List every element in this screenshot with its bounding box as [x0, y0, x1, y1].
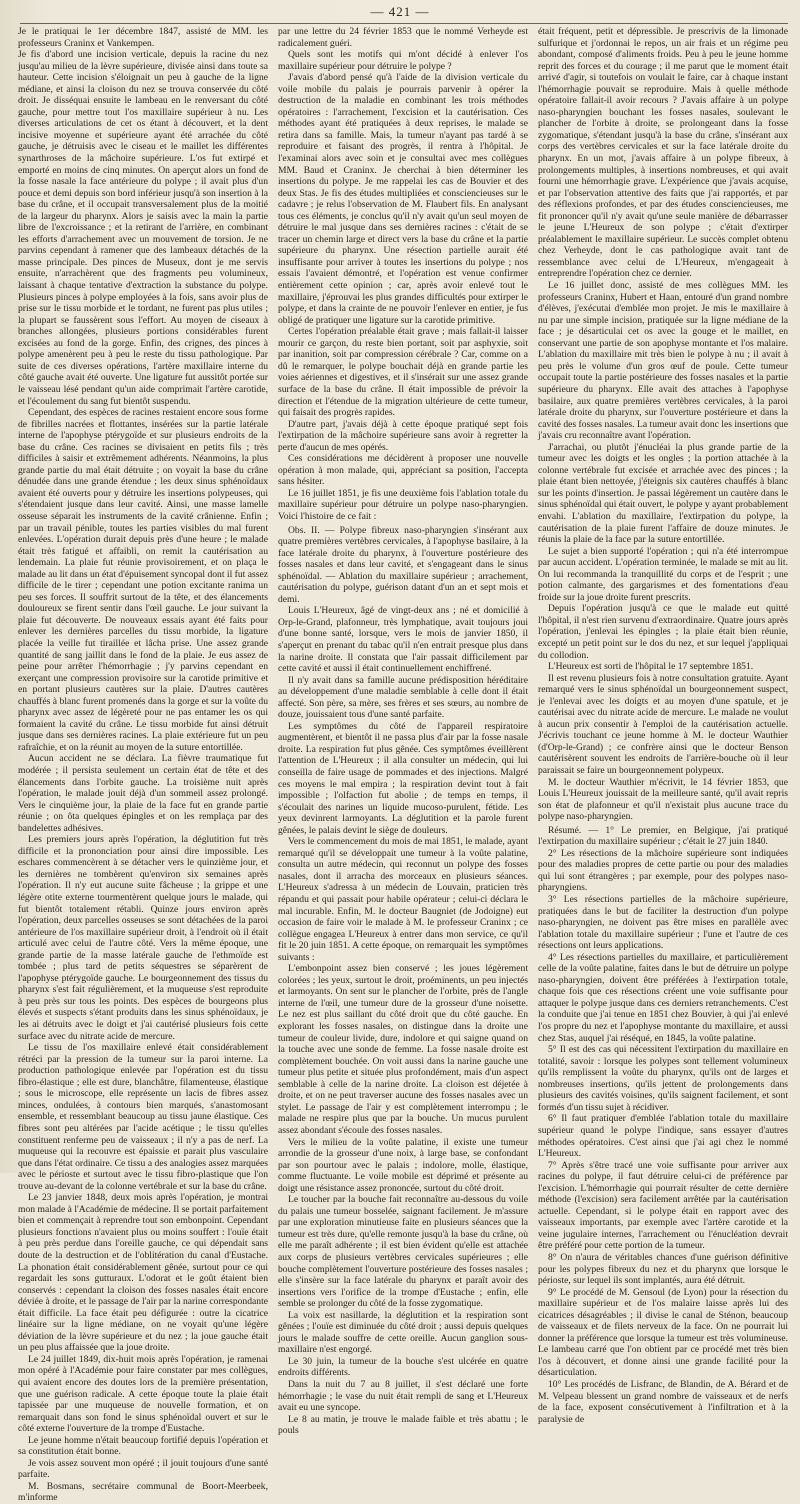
- paragraph: 4° Les résections partielles du maxillaire, et particulièrement celle de la voûte palatine, faites dans le but de détruire un polype naso-pharyngien, doivent être préférées à l'extirpation totale, chaque fois que ces résections créent une voie suffisante pour attaquer le polype jusque dans ces derniers retranchements. C'est la conduite que j'ai tenue en 1851 chez Bouvier, à qui j'ai enlevé l'os propre du nez et l'apophyse montante du maxillaire, et aussi chez Stas, auquel j'ai réséqué, en 1845, la voûte palatine.: [538, 951, 788, 1044]
- observation-heading: Obs. II. — Polype fibreux naso-pharyngien s'insérant aux quatre premières vertèbres cervicales, à l'apophyse basilaire, à la face latérale droite du pharynx, à l'ouverture postérieure des fosses nasales et dans leur cavité, et s'engageant dans le sinus sphénoïdal. — Ablation du maxillaire supérieur ; arrachement, cautérisation du polype, guérison datant d'un an et sept mois et demi.: [278, 524, 528, 605]
- paragraph: Le 24 juillet 1849, dix-huit mois après l'opération, je ramenai mon opéré à l'Académie pour faire constater par mes collègues, qui avaient encore des doutes lors de la première présentation, que une guérison radicale. A cette époque toute la plaie était tapissée par une muqueuse de nouvelle formation, et on remarquait dans son fond le sinus sphénoïdal ouvert et sur le côté externe l'ouverture de la trompe d'Eustache.: [18, 1353, 268, 1435]
- paragraph: Le 16 juillet 1851, je fis une deuxième fois l'ablation totale du maxillaire supérieur pour détruire un polype naso-pharyngien. Voici l'histoire de ce fait :: [278, 487, 528, 522]
- paragraph: Je le pratiquai le 1er décembre 1847, assisté de MM. les professeurs Craninx et Vankempen.: [18, 26, 268, 49]
- header-rule: [20, 23, 788, 24]
- paragraph: Le 23 janvier 1848, deux mois après l'opération, je montrai mon malade à l'Académie de médecine. Il se portait parfaitement bien et commençait à reprendre tout son embonpoint. Cependant plusieurs fonctions n'avaient plus ou moins souffert : l'ouïe était à peu près perdue dans l'oreille gauche, ce qui dépendait sans doute de la destruction et de l'oblitération du canal d'Eustache. La phonation était considérablement gênée, surtout pour ce qui regardait les sons gutturaux. L'odorat et le goût étaient bien conservés : cependant la cloison des fosses nasales était encore déviée à droite, et le passage de l'air par la narine correspondante était difficile. La face était peu défigurée : outre la cicatrice linéaire sur la ligne médiane, on ne voyait qu'une légère déviation de la lèvre supérieure et du nez ; la joue gauche était un peu plus affaissée que la joue droite.: [18, 1192, 268, 1354]
- paragraph: Le sujet a bien supporté l'opération ; qui n'a été interrompue par aucun accident. L'opération terminée, le malade se mit au lit. On lui recommanda la tranquillité du corps et de l'esprit ; une potion calmante, des gargarismes et des fomentations d'eau froide sur la joue droite furent prescrits.: [538, 545, 788, 603]
- text-column-middle: [278, 26, 528, 1437]
- paragraph: 9° Le procédé de M. Gensoul (de Lyon) pour la résection du maxillaire supérieur et de l'os malaire laisse après lui des cicatrices désagréables ; il divise le canal de Sténon, beaucoup de vaisseaux et de filets nerveux de la face. On ne pourrait lui donner la préférence que lorsque la tumeur est très volumineuse. Le lambeau carré que l'on obtient par ce procédé met très bien l'os à découvert, et donne ainsi une grande facilité pour la désarticulation.: [538, 1286, 788, 1379]
- paragraph: Vers le milieu de la voûte palatine, il existe une tumeur arrondie de la grosseur d'une noix, à large base, se confondant par son pourtour avec le palais ; indolore, molle, élastique, comme fluctuante. Le voile mobile est déprimé et présente au doigt une résistance assez prononcée, surtout du côté droit.: [278, 1136, 528, 1194]
- paragraph: Je vois assez souvent mon opéré ; il jouit toujours d'une santé parfaite.: [18, 1457, 268, 1481]
- paragraph: Le jeune homme n'était beaucoup fortifié depuis l'opération et sa constitution était bonne.: [18, 1434, 268, 1458]
- paragraph: Dans la nuit du 7 au 8 juillet, il s'est déclaré une forte hémorrhagie ; le vase du nuit était rempli de sang et L'Heureux avait eu une syncope.: [278, 1378, 528, 1414]
- text-column-right: [538, 26, 788, 1425]
- paragraph: 5° Il est des cas qui nécessitent l'extirpation du maxillaire en totalité, savoir : lorsque les polypes sont tellement volumineux qu'ils remplissent la voûte du pharynx, qu'ils ont de larges et nombreuses insertions, qu'ils jettent de prolongements dans plusieurs des cavités voisines, qu'ils saignent facilement, et sont formés d'un tissu sujet à récidiver.: [538, 1044, 788, 1113]
- paragraph: D'autre part, j'avais déjà à cette époque pratiqué sept fois l'extirpation de la mâchoire supérieure sans avoir à regretter la perte d'aucun de mes opérés.: [278, 418, 528, 453]
- paragraph: par une lettre du 24 février 1853 que le nommé Verheyde est radicalement guéri.: [278, 26, 528, 49]
- paragraph: 7° Après s'être tracé une voie suffisante pour arriver aux racines du polype, il faut détruire celui-ci de préférence par l'excision. L'hémorrhagie qui pourrait résulter de cette dernière méthode (l'excision) sera facilement arrêtée par la cautérisation actuelle. Cependant, si le polype était en rapport avec des vaisseaux importants, par exemple avec l'artère carotide et la veine jugulaire internes, l'arrachement ou l'énucléation devrait être préféré pour cette portion de la tumeur.: [538, 1159, 788, 1252]
- paragraph: Depuis l'opération jusqu'à ce que le malade eut quitté l'hôpital, il n'est rien survenu d'extraordinaire. Quatre jours après l'opération, j'enlevai les épingles ; la plaie était bien réunie, excepté un petit point sur le dos du nez, et sur lequel j'appliquai du collodion.: [538, 603, 788, 661]
- paragraph: Aucun accident ne se déclara. La fièvre traumatique fut modérée ; il persista seulement un certain état de tête et des élancements dans l'orbite gauche. La troisième nuit après l'opération, le malade jouit déjà d'un sommeil assez prolongé. Vers le cinquième jour, la plaie de la face fut en grande partie réunie ; on ôta quelques épingles et on les remplaça par des bandelettes adhésives.: [18, 753, 268, 834]
- paragraph: L'embonpoint assez bien conservé ; les joues légèrement colorées ; les yeux, surtout le droit, proéminents, un peu injectés et larmoyants. On sent sur le plancher de l'orbite, près de l'angle interne de l'œil, une tumeur dure de la grosseur d'une noisette. Le nez est plus saillant du côté droit que du côté gauche. En explorant les fosses nasales, on distingue dans la droite une tumeur de couleur livide, dure, indolore et qui saigne quand on la touche avec une sonde de femme. La fosse nasale droite est complètement bouchée. On voit aussi dans la narine gauche une tumeur plus petite et située plus profondément, mais d'un aspect semblable à celle de la narine droite. La cloison est déjetée à droite, et on ne peut traverser aucune des fosses nasales avec un stylet. Le passage de l'air y est complètement interrompu ; le malade ne respire plus que par la bouche. Un mucus purulent assez abondant s'écoule des fosses nasales.: [278, 963, 528, 1136]
- paragraph: Quels sont les motifs qui m'ont décidé à enlever l'os maxillaire supérieur pour détruire le polype ?: [278, 49, 528, 72]
- text-columns: [18, 26, 788, 1504]
- paragraph: Le tissu de l'os maxillaire enlevé était considérablement rétréci par la pression de la tumeur sur la paroi interne. La production pathologique enlevée par l'opération est du tissu fibro-élastique ; elle est dure, blanchâtre, filamenteuse, élastique ; sous le microscope, elle représente un lacis de fibres assez minces, ondulées, à contours bien marqués, s'anastomosant ensemble, et ressemblant beaucoup au tissu jaune élastique. Ces fibres sont peu altérées par l'acide acétique ; le tissu qu'elles constituent renferme peu de vaisseaux ; il n'y a pas de nerf. La muqueuse qui la recouvre est épaissie et parait plus vasculaire que dans l'état ordinaire. Ce tissu a des analogies assez marquées avec le périoste et surtout avec le tissu fibro-plastique que l'on trouve au-devant de la colonne vertébrale et sur la base du crâne.: [18, 1042, 268, 1192]
- paragraph: Ces considérations me décidèrent à proposer une nouvelle opération à mon malade, qui, appréciant sa position, l'accepta sans hésiter.: [278, 453, 528, 488]
- paragraph: Je fis d'abord une incision verticale, depuis la racine du nez jusqu'au milieu de la lèvre supérieure, divisée ainsi dans toute sa hauteur. Cette incision s'éloignait un peu à gauche de la ligne médiane, et ainsi la cloison du nez se trouva conservée du côté droit. Je disséquai ensuite le lambeau en le renversant du côté gauche, pour mettre tout l'os maxillaire supérieur à nu. Les diverses articulations de cet os étant à découvert, et la dent incisive moyenne et supérieure ayant été arrachée du côté gauche, je détruisis avec le ciseau et le maillet les différentes synarthroses de la mâchoire supérieure. L'os fut extirpé et emporté en moins de cinq minutes. On aperçut alors un fond de la fosse nasale la face antérieure du polype ; il avait plus d'un pouce et demi depuis son bord inférieur jusqu'à son insertion à la base du crâne, et il occupait transversalement plus de la moitié de la largeur du pharynx. Alors je saisis avec la main la partie libre de l'excroissance ; et la retirant de l'arrière, en combinant les efforts d'arrachement avec un mouvement de torsion. Je ne parvins cependant à ramener que des lambeaux détachés de la masse principale. Des pinces de Museux, dont je me servis ensuite, n'arrachèrent que des fragments peu volumineux, laissant à chaque tentative d'extraction la substance du polype. Plusieurs pinces à polype employées à la fois, sans avoir plus de prise sur le tissu morbide et le tordant, ne furent pas plus utiles ; la plupart se faussèrent sous l'effort. Au moyen de ciseaux à branches allongées, plusieurs portions considérables furent excisées au fond de la gorge. Enfin, des crignes, des pinces à polype amenèrent peu à peu le reste du tissu pathologique. Par suite de ces diverses opérations, l'artère maxillaire interne du côté gauche avait été ouverte. Une ligature fut aussitôt portée sur le vaisseau lésé pendant qu'un aide comprimait l'artère carotide, et l'écoulement du sang fut bientôt suspendu.: [18, 49, 268, 407]
- paragraph: Cependant, des espèces de racines restaient encore sous forme de fibrilles nacrées et flottantes, insérées sur la partie latérale interne de l'apophyse ptérygoïde et sur plusieurs endroits de la base du crâne. Ces racines se divisaient en petits fils ; très difficiles à saisir et extrêmement adhérents. Néanmoins, la plus grande partie du mal était détruite ; on voyait la base du crâne dénudée dans une grande étendue ; les deux sinus sphénoïdaux avaient été ouverts pour y détruire les insertions polypeuses, qui s'étendaient jusque dans leur cavité. Ainsi, une masse lamelle osseuse séparait les instruments de la cavité crânienne. Enfin ; par un travail pénible, toutes les parties visibles du mal furent enlevées. L'opération durait depuis près d'une heure ; le malade était très fatigué et affaibli, on remit la cautérisation au lendemain. La plaie fut réunie provisoirement, et on plaça le malade au lit dans un état d'épuisement syncopal dont il fut assez difficile de le tirer ; cependant une potion excitante ranima un peu ses forces. Il souffrit surtout de la tête, et des élancements douloureux se firent sentir dans l'œil gauche. Le jour suivant la plaie fut découverte. De nouveaux essais ayant été faits pour enlever les dernières parcelles du tissu morbide, la ligature placée la veille fut tiraillée et lâcha prise. Une assez grande quantité de sang jaillit dans le fond de la plaie. Je eus assez de peine pour arrêter l'hémorrhagie ; j'y parvins cependant en exerçant une compression provisoire sur la carotide primitive et en portant plusieurs cautères sur la plaie. D'autres cautères chauffés à blanc furent promenés dans la gorge et sur la voûte du pharynx avec assez de légèreté pour ne pas entamer les os qui formaient la cavité du crâne. Le tissu morbide fut ainsi détruit jusque dans ses dernières racines. La plaie extérieure fut un peu rafraîchie, et on la réunit au moyen de la suture entortillée.: [18, 407, 268, 753]
- paragraph: Il n'y avait dans sa famille aucune prédisposition héréditaire au développement d'une maladie semblable à celle dont il était affecté. Son père, sa mère, ses frères et ses sœurs, au nombre de douze, jouissaient tous d'une santé parfaite.: [278, 674, 528, 721]
- summary-paragraph: Résumé. — 1° Le premier, en Belgique, j'ai pratiqué l'extirpation du maxillaire supérieur ; c'était le 27 juin 1840.: [538, 824, 788, 848]
- paragraph: était fréquent, petit et dépressible. Je prescrivis de la limonade sulfurique et j'ordonnai le repos, un air frais et un régime peu abondant, composé d'aliments froids. Peu à peu le jeune homme reprit des forces et du courage ; il me parut que le moment était arrivé d'agir, si toutefois on voulait le faire, car à chaque instant l'hémorrhagie pouvait se reproduire. Mais à quelle méthode opératoire fallait-il avoir recours ? J'avais affaire à un polype naso-pharyngien bouchant les fosses nasales, soulevant le plancher de l'orbite à droite, se prolongeant dans la fosse zygomatique, s'étendant jusqu'à la base du crâne, s'insérant aux corps des vertèbres cervicales et sur la face latérale droite du pharynx. En un mot, j'avais affaire à un polype fibreux, à prolongements multiples, à insertions nombreuses, et qui avait fourni une hémorrhagie grave. L'expérience que j'avais acquise, et par l'observation attentive des faits que j'ai rapportés, et par des réflexions profondes, et par des études consciencieuses, me fit prononcer qu'il n'y avait qu'une seule manière de débarrasser le jeune L'Heureux de son polype ; c'était d'extirper préalablement le maxillaire supérieur. Le succès complet obtenu chez Verheyde, dont le cas pathologique avait tant de ressemblance avec celui de L'Heureux, m'engageait à entreprendre l'opération chez ce dernier.: [538, 26, 788, 280]
- paragraph: J'avais d'abord pensé qu'à l'aide de la division verticale du voile mobile du palais je pourrais parvenir à opérer la destruction de la maladie en combinant les trois méthodes opératoires : l'arrachement, l'excision et la cautérisation. Ces méthodes ayant été pratiquées à deux reprises, le malade se retira dans sa famille. Mais, la tumeur n'ayant pas tardé à se reproduire et faisant des progrès, il rentra à l'hôpital. Je l'examinai alors avec soin et je consultai avec mes collègues MM. Baud et Craninx. Je cherchai à bien déterminer les insertions du polype. Je me rappelai les cas de Bouvier et des deux Stas. Je fis des études multipliées et consciencieuses sur le cadavre ; je relus l'observation de M. Flaubert fils. En analysant tous ces éléments, je conclus qu'il n'y avait qu'un seul moyen de détruire le mal jusque dans ses dernières racines : c'était de se tracer un chemin large et direct vers la base du crâne et la partie supérieure du pharynx. Une résection partielle aurait été insuffisante pour arriver à toutes les insertions du polype ; nos essais l'avaient démontré, et l'opération est venue confirmer entièrement cette opinion ; car, après avoir enlevé tout le maxillaire, j'éprouvai les plus grandes difficultés pour extirper le polype, et dans la crainte de ne pouvoir l'enlever en entier, je fus obligé de pratiquer une ligature sur la carotide primitive.: [278, 72, 528, 326]
- text-column-left: [18, 26, 268, 1504]
- paragraph: Les premiers jours après l'opération, la déglutition fut très difficile et la prononciation pour ainsi dire impossible. Les eschares commencèrent à se détacher vers le quinzième jour, et les dernières ne tombèrent qu'environ six semaines après l'opération. Il n'y eut aucune suite fâcheuse ; la grippe et une légère otite externe tourmentèrent quelque jours le malade, qui fut bientôt totalement rétabli. Quinze jours environ après l'opération, deux parcelles osseuses se sont détachées de la paroi antérieure de l'os maxillaire supérieur droit, à l'endroit où il était articulé avec celui de l'autre côté. Vers la même époque, une grande partie de la masse latérale gauche de l'ethmoïde est tombée ; plus tard de petits séquestres se séparèrent de l'apophyse ptérygoïde gauche. Le bourgeonnement des tissus du pharynx s'est fait régulièrement, et la muqueuse s'est reproduite à peu près sur tous les points. Des espèces de bourgeons plus élevés et suspects s'étant produits dans les sinus sphénoïdaux, je les ai détruits avec le doigt et j'ai cautérisé plusieurs fois cette surface avec du nitrate acide de mercure.: [18, 834, 268, 1042]
- paragraph: Il est revenu plusieurs fois à notre consultation gratuite. Ayant remarqué vers le sinus sphénoïdal un bourgeonnement suspect, je l'enlevai avec les doigts et au moyen d'une spatule, et je cautérisai avec du nitrate acide de mercure. Le malade ne voulut à aucun prix consentir à l'emploi de la cautérisation actuelle. J'écrivis touchant ce jeune homme à M. le docteur Wauthier (d'Orp-le-Grand) ; ce confrère ainsi que le docteur Benson cautérisèrent souvent les endroits de l'arrière-bouche où il leur paraissait se faire un bourgeonnement polypeux.: [538, 672, 788, 776]
- paragraph: L'Heureux est sorti de l'hôpital le 17 septembre 1851.: [548, 661, 754, 673]
- paragraph: Certes l'opération préalable était grave ; mais fallait-il laisser mourir ce garçon, du reste bien portant, soit par asphyxie, soit par inanition, soit par compression cérébrale ? Car, comme on a dû le remarquer, le polype bouchait déjà en grande partie les voies aériennes et digestives, et il s'insérait sur une assez grande surface de la base du crâne. Il était impossible de prévoir la direction et l'étendue de la migration ultérieure de cette tumeur, qui faisait des progrès rapides.: [278, 326, 528, 419]
- paragraph: Le 30 juin, la tumeur de la bouche s'est ulcérée en quatre endroits différents.: [278, 1355, 528, 1379]
- paragraph: J'arrachai, ou plutôt j'énucléai la plus grande partie de la tumeur avec les doigts et les ongles ; la portion attachée à la colonne vertébrale fut excisée et arrachée avec des pinces ; la plaie étant bien nettoyée, j'éteignis six cautères chauffés à blanc sur les points d'insertion. Je passai légèrement un cautère dans le sinus sphénoïdal qui était ouvert, le polype y ayant probablement envahi. L'ablation du maxillaire, l'extirpation du polype, la cautérisation de la plaie furent l'affaire de douze minutes. Je réunis la plaie de la face par la suture entortillée.: [538, 441, 788, 546]
- paragraph: Le 8 au matin, je trouve le malade faible et très abattu ; le pouls: [278, 1413, 528, 1437]
- paragraph: 10° Les procédés de Lisfranc, de Blandin, de A. Bérard et de M. Velpeau blessent un grand nombre de vaisseaux et de nerfs de la face, exposent consécutivement à l'infiltration et à la paralysie de: [538, 1378, 788, 1425]
- paragraph: 3° Les résections partielles de la mâchoire supérieure, pratiquées dans le but de faciliter la destruction d'un polype naso-pharyngien, ne doivent pas être mises en parallèle avec l'ablation totale du maxillaire supérieur ; l'une et l'autre de ces résections ont leurs applications.: [538, 894, 788, 952]
- page-number: — 421 —: [370, 4, 430, 19]
- paragraph: Les symptômes du côté de l'appareil respiratoire augmentèrent, et bientôt il ne passa plus d'air par la fosse nasale droite. La respiration fut plus gênée. Ces symptômes éveillèrent l'attention de L'Heureux ; il alla consulter un médecin, qui lui conseilla de faire usage de pommades et des injections. Malgré ces moyens le mal empira ; la respiration devint tout à fait impossible ; l'olfaction fut abolie ; de temps en temps, il s'écoulait des narines un liquide mucoso-purulent, fétide. Les yeux devinrent larmoyants. La déglutition et la parole furent gênées, le palais devint le siège de douleurs.: [278, 720, 528, 836]
- paragraph: M. le docteur Wauthier m'écrivit, le 14 février 1853, que Louis L'Heureux jouissait de la meilleure santé, qu'il avait repris son état de plafonneur et qu'il n'existait plus aucune trace du polype naso-pharyngien.: [538, 776, 788, 823]
- paragraph: 2° Les résections de la mâchoire supérieure sont indiquées pour des maladies propres de cette partie ou pour des maladies qui lui sont étrangères ; par exemple, pour des polypes naso-pharyngiens.: [538, 847, 788, 894]
- paragraph: La voix est nasillarde, la déglutition et la respiration sont gênées ; l'ouïe est diminuée du côté droit ; aussi depuis quelques jours le malade souffre de cette oreille. Aucun ganglion sous-maxillaire n'est engorgé.: [278, 1309, 528, 1356]
- paragraph: Le 16 juillet donc, assisté de mes collègues MM. les professeurs Craninx, Hubert et Haan, entouré d'un grand nombre d'élèves, j'exécutai d'emblée mon projet. Je mis le maxillaire à nu par une simple incision, pratiquée sur la ligne médiane de la face ; je désarticulai cet os avec la gouge et le maillet, en conservant une partie de son apophyse montante et l'os malaire. L'ablation du maxillaire mit très bien le polype à nu ; il avait à peu près le volume d'un gros œuf de poule. Cette tumeur occupait toute la partie postérieure des fosses nasales et la partie supérieure du pharynx. Elle avait des attaches à l'apophyse basilaire, aux quatre premières vertèbres cervicales, à la paroi latérale droite du pharynx, sur l'ouverture postérieure et dans la cavité des fosses nasales. La tumeur avait donc les insertions que j'avais cru reconnaître avant l'opération.: [538, 280, 788, 442]
- paragraph: 6° Il faut pratiquer d'emblée l'ablation totale du maxillaire supérieur quand le polype l'indique, sans essayer d'autres méthodes opératoires. C'est ainsi que j'ai agi chez le nommé L'Heureux.: [538, 1113, 788, 1160]
- paragraph: M. Bosmans, secrétaire communal de Boort-Meerbeek, m'informe: [18, 1480, 268, 1504]
- paragraph: 8° On n'aura de véritables chances d'une guérison définitive pour les polypes fibreux du nez et du pharynx que lorsque le périoste, sur lequel ils sont implantés, aura été détruit.: [538, 1251, 788, 1287]
- paragraph: Louis L'Heureux, âgé de vingt-deux ans ; né et domicilié à Orp-le-Grand, plafonneur, très lymphatique, avait toujours joui d'une bonne santé, lorsque, vers le mois de janvier 1850, il s'aperçut en prenant du tabac qu'il n'en entrait presque plus dans la narine droite. Il constata que l'air passait difficilement par cette cavité et aussi il était continuellement enchiffrené.: [278, 605, 528, 675]
- paragraph: Le toucher par la bouche fait reconnaître au-dessous du voile du palais une tumeur bosselée, saignant facilement. Je m'assure par une exploration minutieuse faite en plusieurs séances que la tumeur est très dure, qu'elle remonte jusqu'à la base du crâne, où elle me paraît adhérente ; il est bien évident qu'elle est attachée aux corps de plusieurs vertèbres cervicales supérieures ; elle bouche complètement l'ouverture postérieure des fosses nasales ; elle s'insère sur la face latérale du pharynx et paraît avoir des insertions vers l'orifice de la trompe d'Eustache ; enfin, elle semble se prolonger du côté de la fosse zygomatique.: [278, 1194, 528, 1310]
- paragraph: Vers le commencement du mois de mai 1851, le malade, ayant remarqué qu'il se développait une tumeur à la voûte palatine, consulta un autre médecin, qui reconnut un polype des fosses nasales, dont il arracha des morceaux en plusieurs séances. L'Heureux s'adressa à un médecin de Louvain, praticien très répandu et qui passait pour habile opérateur ; celui-ci déclara le mal incurable. Enfin, M. le docteur Baugniet (de Jodoigne) eut occasion de faire voir le malade à M. le professeur Craninx ; ce collègue engagea L'Heureux à entrer dans mon service, ce qu'il fit le 20 juin 1851. A cette époque, on remarquait les symptômes suivants :: [278, 836, 528, 963]
